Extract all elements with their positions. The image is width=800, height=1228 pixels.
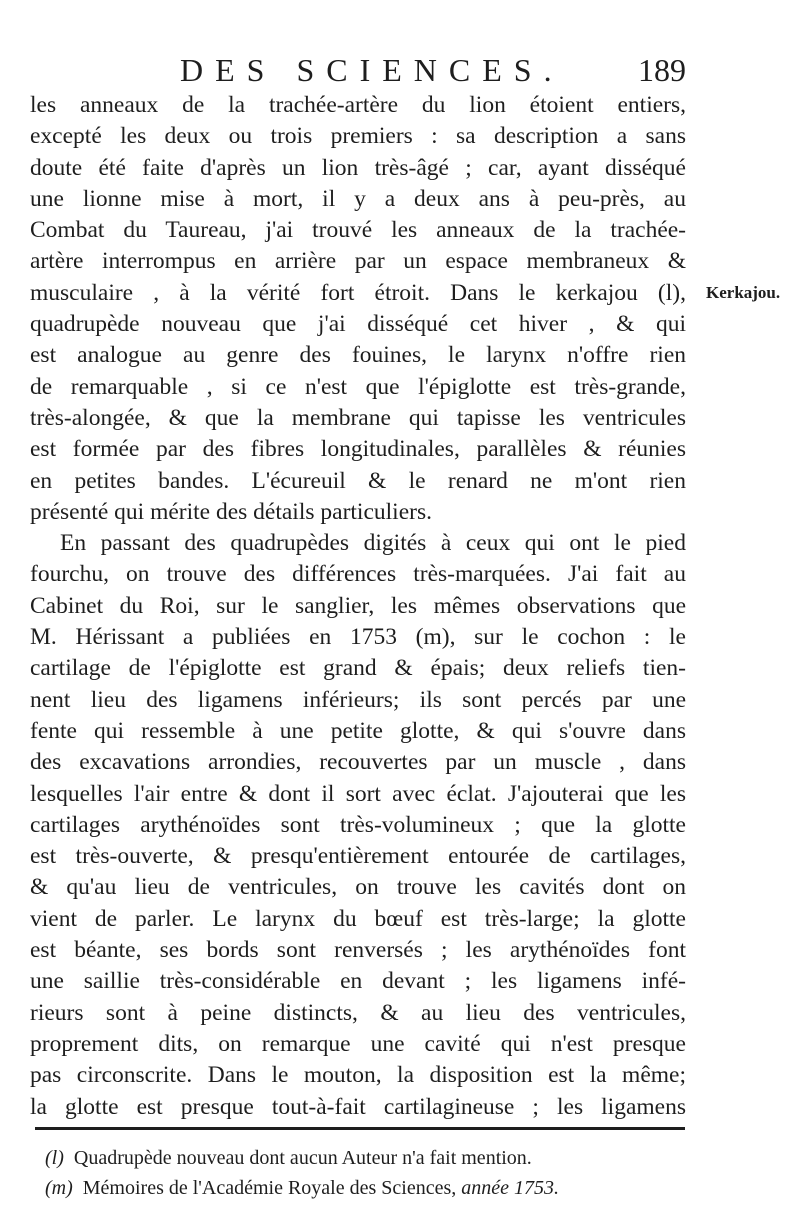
text-line: & qu'au lieu de ventricules, on trouve les cavités dont on (30, 874, 686, 901)
text-line: artère interrompus en arrière par un espace membraneux & (30, 248, 686, 275)
text-line: est analogue au genre des fouines, le larynx n'offre rien (30, 342, 686, 369)
text-line: proprement dits, on remarque une cavité qui n'est presque (30, 1030, 686, 1057)
page-number: 189 (638, 52, 686, 88)
running-title: DES SCIENCES. (180, 52, 564, 88)
running-head (30, 52, 686, 92)
text-line: est très-ouverte, & presqu'entièrement entourée de cartilages, (30, 843, 686, 870)
footnote-text: Quadrupède nouveau dont aucun Auteur n'a fait mention. (73, 1147, 532, 1169)
text-line: très-alongée, & que la membrane qui tapisse les ventricules (30, 404, 686, 431)
text-line: les anneaux de la trachée-artère du lion étoient entiers, (30, 92, 686, 118)
footnote-year: année 1753. (461, 1177, 560, 1199)
text-line: est formée par des fibres longitudinales, parallèles & réunies (30, 436, 686, 463)
text-line: nent lieu des ligamens inférieurs; ils sont percés par une (30, 686, 686, 713)
text-line: cartilages arythénoïdes sont très-volumineux ; que la glotte (30, 811, 686, 838)
footnotes (45, 1143, 685, 1203)
text-line: vient de parler. Le larynx du bœuf est très-large; la glotte (30, 905, 686, 932)
text-line: la glotte est presque tout-à-fait cartilagineuse ; les ligamens (30, 1093, 686, 1120)
text-line: des excavations arrondies, recouvertes par un muscle , dans (30, 749, 686, 776)
body-text (30, 90, 686, 1123)
text-line: pas circonscrite. Dans le mouton, la disposition est la même; (30, 1062, 686, 1089)
text-line: excepté les deux ou trois premiers : sa description a sans (30, 123, 686, 150)
footnote-mark: (l) (45, 1147, 64, 1169)
text-line: lesquelles l'air entre & dont il sort avec éclat. J'ajouterai que les (30, 780, 686, 807)
text-line: musculaire , à la vérité fort étroit. Dans le kerkajou (l), (30, 279, 686, 306)
text-line: rieurs sont à peine distincts, & au lieu des ventricules, (30, 999, 686, 1026)
text-line: fente qui ressemble à une petite glotte, & qui s'ouvre dans (30, 717, 686, 744)
text-line: une saillie très-considérable en devant ; les ligamens infé- (30, 968, 686, 995)
text-line: est béante, ses bords sont renversés ; les arythénoïdes font (30, 937, 686, 964)
text-line: présenté qui mérite des détails particuliers. (30, 498, 432, 525)
text-line: de remarquable , si ce n'est que l'épiglotte est très-grande, (30, 373, 686, 400)
footnote-text: Mémoires de l'Académie Royale des Sciences, (82, 1177, 457, 1199)
text-line: doute été faite d'après un lion très-âgé ; car, ayant disséqué (30, 154, 686, 181)
text-line: une lionne mise à mort, il y a deux ans à peu-près, au (30, 185, 686, 212)
text-line: en petites bandes. L'écureuil & le renard ne m'ont rien (30, 467, 686, 494)
text-line: fourchu, on trouve des différences très-marquées. J'ai fait au (30, 561, 686, 588)
footnote (45, 1173, 685, 1203)
text-line: En passant des quadrupèdes digités à ceux qui ont le pied (60, 530, 686, 557)
text-line: cartilage de l'épiglotte est grand & épais; deux reliefs tien- (30, 655, 686, 682)
margin-note: Kerkajou. (706, 283, 781, 302)
text-line: Cabinet du Roi, sur le sanglier, les mêmes observations que (30, 592, 686, 619)
text-line: M. Hérissant a publiées en 1753 (m), sur le cochon : le (30, 624, 686, 651)
text-line: Combat du Taureau, j'ai trouvé les anneaux de la trachée- (30, 217, 686, 244)
footnote-mark: (m) (45, 1177, 73, 1199)
text-line: quadrupède nouveau que j'ai disséqué cet hiver , & qui (30, 311, 686, 338)
footnote-rule (35, 1127, 685, 1130)
footnote (45, 1143, 685, 1173)
